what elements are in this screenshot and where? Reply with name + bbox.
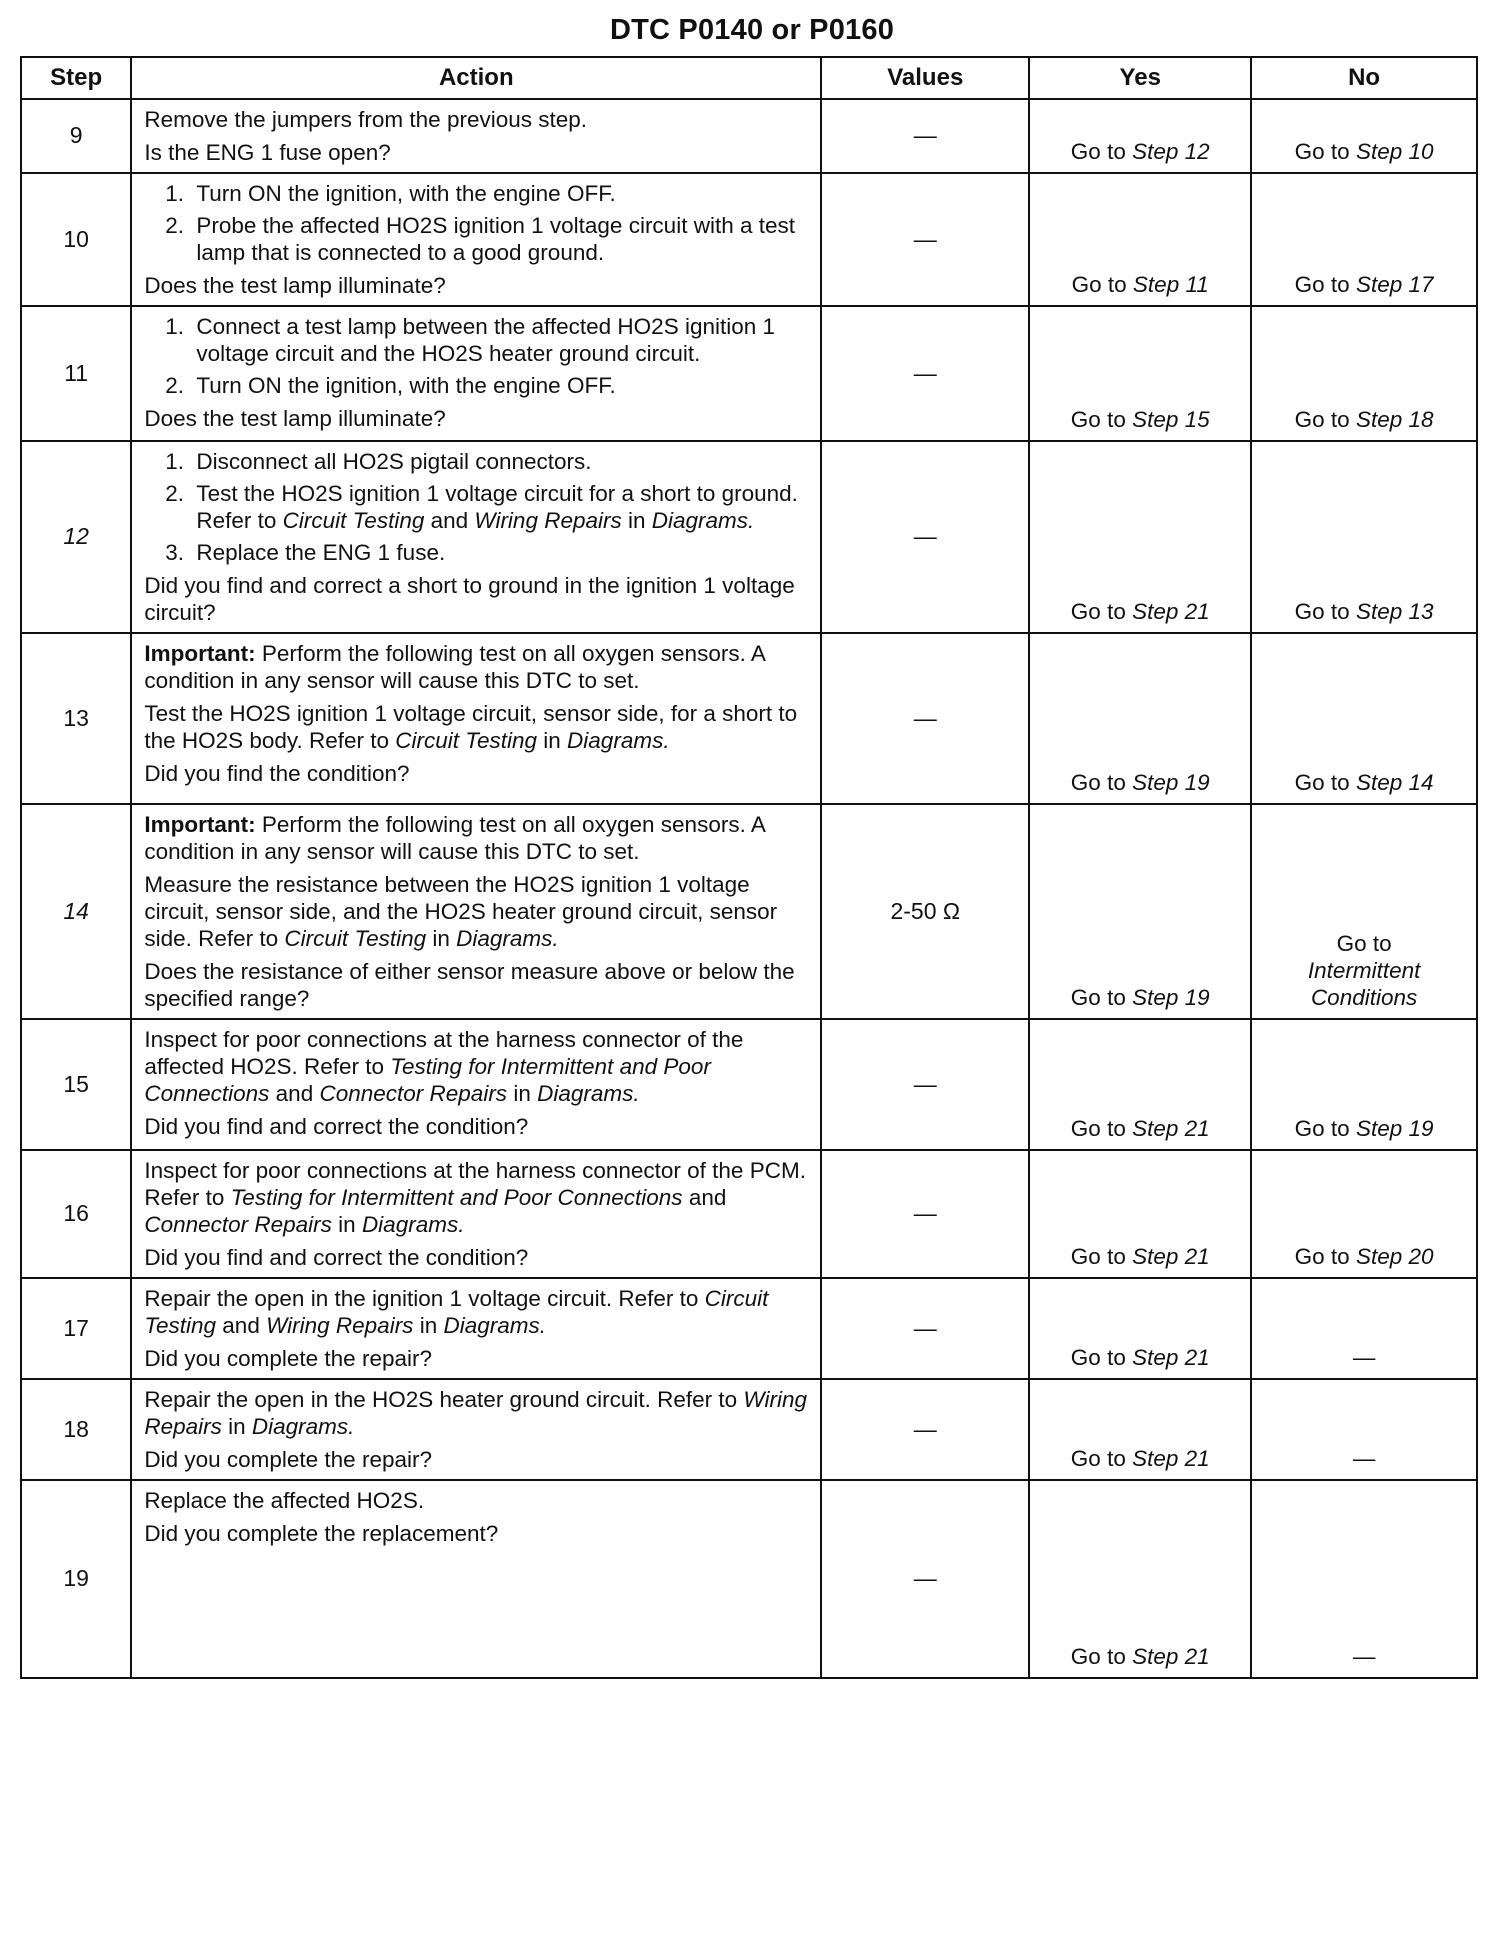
action-paragraph bbox=[144, 1446, 810, 1473]
text-run: Connect a test lamp between the affected HO2S ignition 1 voltage circuit and the HO2S heater ground circuit. bbox=[196, 314, 776, 366]
text-run: Disconnect all HO2S pigtail connectors. bbox=[196, 449, 592, 474]
reference-text: Step 21 bbox=[1132, 1116, 1210, 1141]
text-run: Go to bbox=[1070, 985, 1133, 1010]
action-cell bbox=[131, 173, 821, 306]
action-paragraph bbox=[144, 1285, 810, 1339]
table-row bbox=[21, 633, 1477, 804]
yes-cell bbox=[1029, 633, 1251, 804]
numbered-step bbox=[190, 448, 810, 475]
reference-text: Step 19 bbox=[1132, 770, 1210, 795]
table-row bbox=[21, 441, 1477, 633]
action-paragraph bbox=[144, 1345, 810, 1372]
text-run: Probe the affected HO2S ignition 1 voltage circuit with a test lamp that is connected to a good ground. bbox=[196, 213, 795, 265]
reference-text: Step 21 bbox=[1132, 1345, 1210, 1370]
step-number: 11 bbox=[21, 306, 131, 441]
reference-text: Diagrams. bbox=[361, 1212, 465, 1237]
no-cell bbox=[1251, 1278, 1477, 1379]
action-paragraph bbox=[144, 405, 810, 432]
header-row bbox=[21, 57, 1477, 99]
diagnostic-table bbox=[20, 56, 1478, 1679]
no-cell bbox=[1251, 1019, 1477, 1150]
step-number: 9 bbox=[21, 99, 131, 173]
yes-cell bbox=[1029, 1150, 1251, 1278]
numbered-step bbox=[190, 372, 810, 399]
step-number: 18 bbox=[21, 1379, 131, 1480]
text-run: Perform the following test on all oxygen sensors. A condition in any sensor will cause this DTC to set. bbox=[144, 812, 765, 864]
text-run: Repair the open in the HO2S heater ground circuit. Refer to bbox=[144, 1387, 744, 1412]
yes-cell bbox=[1029, 441, 1251, 633]
text-run: and bbox=[682, 1185, 727, 1210]
reference-text: Step 18 bbox=[1355, 407, 1434, 432]
text-run: Measure the resistance between the HO2S ignition 1 voltage circuit, sensor side, and the HO2S heater ground circuit, sensor side. Refer to bbox=[144, 872, 778, 951]
header-step: Step bbox=[21, 57, 131, 99]
no-cell bbox=[1251, 99, 1477, 173]
no-cell bbox=[1251, 1150, 1477, 1278]
text-run: Go to bbox=[1070, 1116, 1133, 1141]
step-number: 19 bbox=[21, 1480, 131, 1678]
step-number: 12 bbox=[21, 441, 131, 633]
text-run: in bbox=[331, 1212, 362, 1237]
reference-text: Wiring Repairs bbox=[474, 508, 622, 533]
reference-text: Circuit Testing bbox=[282, 508, 425, 533]
text-run: Did you find and correct the condition? bbox=[144, 1245, 529, 1270]
text-run: Did you find and correct a short to ground in the ignition 1 voltage circuit? bbox=[144, 573, 795, 625]
values-cell: — bbox=[821, 99, 1029, 173]
reference-text: Step 21 bbox=[1132, 1244, 1210, 1269]
numbered-steps bbox=[144, 313, 810, 399]
text-run: Replace the ENG 1 fuse. bbox=[196, 540, 446, 565]
reference-text: Step 17 bbox=[1355, 272, 1434, 297]
action-cell bbox=[131, 1480, 821, 1678]
action-paragraph bbox=[144, 572, 810, 626]
text-run: Go to bbox=[1071, 272, 1133, 297]
table-row bbox=[21, 1480, 1477, 1678]
reference-text: Step 15 bbox=[1132, 407, 1210, 432]
reference-text: Step 21 bbox=[1132, 1446, 1210, 1471]
reference-text: Diagrams. bbox=[456, 926, 559, 951]
text-run: Inspect for poor connections at the harness connector of the affected HO2S. Refer to bbox=[144, 1027, 744, 1079]
text-run: Go to bbox=[1070, 407, 1133, 432]
numbered-step bbox=[190, 539, 810, 566]
step-number: 14 bbox=[21, 804, 131, 1019]
reference-text: Step 19 bbox=[1355, 1116, 1434, 1141]
reference-text: Step 11 bbox=[1132, 272, 1209, 297]
action-paragraph bbox=[144, 1244, 810, 1271]
header-values: Values bbox=[821, 57, 1029, 99]
text-run: Repair the open in the ignition 1 voltage circuit. Refer to bbox=[144, 1286, 705, 1311]
values-cell: — bbox=[821, 173, 1029, 306]
action-paragraph bbox=[144, 1487, 810, 1514]
text-run: Perform the following test on all oxygen sensors. A condition in any sensor will cause this DTC to set. bbox=[144, 641, 765, 693]
reference-text: Step 10 bbox=[1355, 139, 1434, 164]
emphasis-label: Important: bbox=[144, 641, 256, 666]
text-run: in bbox=[537, 728, 568, 753]
action-paragraph bbox=[144, 272, 810, 299]
step-number: 10 bbox=[21, 173, 131, 306]
text-run: Go to bbox=[1294, 1244, 1356, 1269]
step-number: 13 bbox=[21, 633, 131, 804]
action-paragraph bbox=[144, 139, 810, 166]
no-cell bbox=[1251, 633, 1477, 804]
reference-text: Step 12 bbox=[1132, 139, 1210, 164]
text-run: in bbox=[507, 1081, 538, 1106]
reference-text: Diagrams. bbox=[251, 1414, 355, 1439]
table-row bbox=[21, 1019, 1477, 1150]
emphasis-label: Important: bbox=[144, 812, 256, 837]
action-paragraph bbox=[144, 1026, 810, 1107]
values-cell: — bbox=[821, 306, 1029, 441]
table-row bbox=[21, 306, 1477, 441]
text-run: Inspect for poor connections at the harness connector of the PCM. Refer to bbox=[144, 1158, 806, 1210]
values-cell: — bbox=[821, 633, 1029, 804]
text-run: and bbox=[269, 1081, 320, 1106]
document-title: DTC P0140 or P0160 bbox=[609, 14, 895, 46]
text-run: Go to bbox=[1294, 407, 1356, 432]
action-cell bbox=[131, 1150, 821, 1278]
text-run: Go to bbox=[1070, 1244, 1133, 1269]
table-row bbox=[21, 1379, 1477, 1480]
text-run: Remove the jumpers from the previous step. bbox=[144, 107, 588, 132]
yes-cell bbox=[1029, 1480, 1251, 1678]
reference-text: Testing for Intermittent and Poor Connections bbox=[230, 1185, 683, 1210]
action-paragraph bbox=[144, 640, 810, 694]
text-run: — bbox=[1352, 1446, 1376, 1471]
values-cell: — bbox=[821, 1480, 1029, 1678]
reference-text: Conditions bbox=[1310, 985, 1418, 1010]
values-cell: — bbox=[821, 1019, 1029, 1150]
numbered-steps bbox=[144, 448, 810, 566]
action-cell bbox=[131, 633, 821, 804]
text-run: Go to bbox=[1294, 272, 1356, 297]
values-cell: 2-50 Ω bbox=[821, 804, 1029, 1019]
no-cell bbox=[1251, 306, 1477, 441]
reference-text: Step 21 bbox=[1132, 1644, 1210, 1669]
numbered-steps bbox=[144, 180, 810, 266]
values-cell: — bbox=[821, 1150, 1029, 1278]
reference-text: Step 13 bbox=[1355, 599, 1434, 624]
step-number: 15 bbox=[21, 1019, 131, 1150]
table-row bbox=[21, 173, 1477, 306]
text-run: Is the ENG 1 fuse open? bbox=[144, 140, 391, 165]
text-run: Did you find and correct the condition? bbox=[144, 1114, 529, 1139]
text-run: Go to bbox=[1070, 599, 1133, 624]
numbered-step bbox=[190, 180, 810, 207]
text-run: in bbox=[221, 1414, 252, 1439]
action-paragraph bbox=[144, 106, 810, 133]
yes-cell bbox=[1029, 1019, 1251, 1150]
action-paragraph bbox=[144, 811, 810, 865]
action-cell bbox=[131, 99, 821, 173]
text-run: — bbox=[1352, 1345, 1376, 1370]
text-run: Turn ON the ignition, with the engine OFF. bbox=[196, 181, 616, 206]
reference-text: Diagrams. bbox=[443, 1313, 546, 1338]
action-cell bbox=[131, 306, 821, 441]
yes-cell bbox=[1029, 306, 1251, 441]
text-run: in bbox=[426, 926, 457, 951]
action-cell bbox=[131, 1379, 821, 1480]
reference-text: Step 20 bbox=[1355, 1244, 1434, 1269]
no-cell bbox=[1251, 804, 1477, 1019]
text-run: Go to bbox=[1294, 599, 1356, 624]
values-cell: — bbox=[821, 1278, 1029, 1379]
text-run: Go to bbox=[1070, 139, 1133, 164]
table-row bbox=[21, 1150, 1477, 1278]
reference-text: Step 14 bbox=[1355, 770, 1434, 795]
reference-text: Wiring Repairs bbox=[144, 1387, 807, 1439]
text-run: and bbox=[216, 1313, 267, 1338]
no-cell bbox=[1251, 1480, 1477, 1678]
yes-cell bbox=[1029, 804, 1251, 1019]
reference-text: Circuit Testing bbox=[395, 728, 538, 753]
reference-text: Testing for Intermittent and Poor Connections bbox=[144, 1054, 711, 1106]
values-cell: — bbox=[821, 441, 1029, 633]
action-paragraph bbox=[144, 700, 810, 754]
reference-text: Intermittent bbox=[1307, 958, 1421, 983]
action-paragraph bbox=[144, 1157, 810, 1238]
action-paragraph bbox=[144, 1113, 810, 1140]
text-run: Go to bbox=[1070, 1446, 1133, 1471]
text-run: Go to bbox=[1294, 770, 1356, 795]
table-row bbox=[21, 1278, 1477, 1379]
reference-text: Circuit Testing bbox=[284, 926, 427, 951]
reference-text: Connector Repairs bbox=[144, 1212, 332, 1237]
text-run: Test the HO2S ignition 1 voltage circuit, sensor side, for a short to the HO2S body. Refer to bbox=[144, 701, 798, 753]
header-no: No bbox=[1251, 57, 1477, 99]
yes-cell bbox=[1029, 1379, 1251, 1480]
text-run: and bbox=[424, 508, 475, 533]
text-run: Did you complete the repair? bbox=[144, 1346, 432, 1371]
text-run: Did you complete the repair? bbox=[144, 1447, 432, 1472]
yes-cell bbox=[1029, 173, 1251, 306]
yes-cell bbox=[1029, 1278, 1251, 1379]
text-run: Test the HO2S ignition 1 voltage circuit for a short to ground. Refer to bbox=[196, 481, 798, 533]
numbered-step bbox=[190, 212, 810, 266]
table-row bbox=[21, 804, 1477, 1019]
text-run: Did you find the condition? bbox=[144, 761, 410, 786]
text-run: in bbox=[621, 508, 652, 533]
action-paragraph bbox=[144, 1386, 810, 1440]
values-cell: — bbox=[821, 1379, 1029, 1480]
reference-text: Diagrams. bbox=[537, 1081, 640, 1106]
action-cell bbox=[131, 1019, 821, 1150]
no-cell bbox=[1251, 173, 1477, 306]
text-run: Go to bbox=[1070, 1644, 1133, 1669]
text-run: Go to bbox=[1070, 1345, 1133, 1370]
reference-text: Connector Repairs bbox=[319, 1081, 508, 1106]
text-run: Turn ON the ignition, with the engine OFF. bbox=[196, 373, 616, 398]
reference-text: Step 21 bbox=[1132, 599, 1210, 624]
action-paragraph bbox=[144, 871, 810, 952]
reference-text: Circuit Testing bbox=[144, 1286, 769, 1338]
text-run: Did you complete the replacement? bbox=[144, 1521, 499, 1546]
no-cell bbox=[1251, 441, 1477, 633]
action-cell bbox=[131, 804, 821, 1019]
reference-text: Step 19 bbox=[1132, 985, 1210, 1010]
text-run: Go to bbox=[1294, 139, 1356, 164]
text-run: Does the test lamp illuminate? bbox=[144, 406, 446, 431]
numbered-step bbox=[190, 313, 810, 367]
reference-text: Wiring Repairs bbox=[266, 1313, 414, 1338]
table-row bbox=[21, 99, 1477, 173]
numbered-step bbox=[190, 480, 810, 534]
action-paragraph bbox=[144, 760, 810, 787]
text-run: — bbox=[1352, 1644, 1376, 1669]
action-paragraph bbox=[144, 958, 810, 1012]
step-number: 16 bbox=[21, 1150, 131, 1278]
action-cell bbox=[131, 441, 821, 633]
reference-text: Diagrams. bbox=[651, 508, 755, 533]
header-action: Action bbox=[131, 57, 821, 99]
text-run: Replace the affected HO2S. bbox=[144, 1488, 425, 1513]
text-run: in bbox=[413, 1313, 444, 1338]
text-run: Go to bbox=[1294, 1116, 1356, 1141]
yes-cell bbox=[1029, 99, 1251, 173]
text-run: Does the resistance of either sensor measure above or below the specified range? bbox=[144, 959, 795, 1011]
step-number: 17 bbox=[21, 1278, 131, 1379]
text-run: Go to bbox=[1336, 931, 1392, 956]
reference-text: Diagrams. bbox=[567, 728, 670, 753]
text-run: Does the test lamp illuminate? bbox=[144, 273, 446, 298]
action-paragraph bbox=[144, 1520, 810, 1547]
action-cell bbox=[131, 1278, 821, 1379]
no-cell bbox=[1251, 1379, 1477, 1480]
header-yes: Yes bbox=[1029, 57, 1251, 99]
text-run: Go to bbox=[1070, 770, 1133, 795]
